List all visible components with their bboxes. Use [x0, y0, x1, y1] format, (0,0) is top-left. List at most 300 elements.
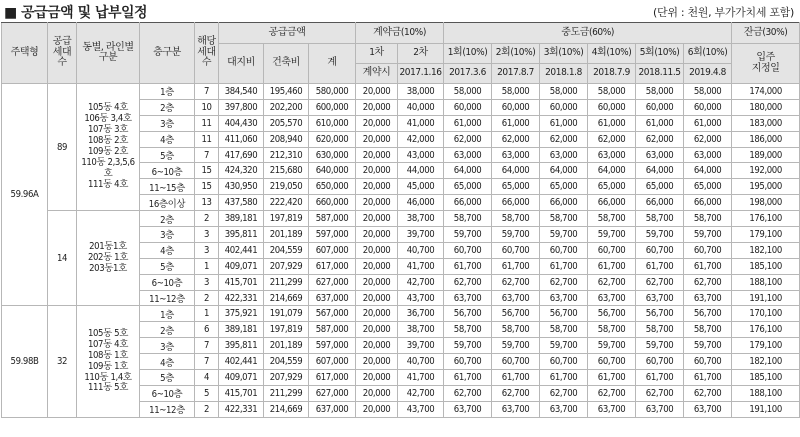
middle-4-cell: 56,700: [588, 306, 636, 322]
middle-5-cell: 62,000: [636, 131, 684, 147]
floor-cell: 6~10층: [140, 163, 195, 179]
land-cell: 409,071: [219, 370, 264, 386]
middle-6-cell: 61,000: [684, 115, 732, 131]
contract-2-cell: 39,700: [398, 338, 444, 354]
middle-6-cell: 61,700: [684, 258, 732, 274]
balance-cell: 185,100: [732, 370, 800, 386]
middle-2-cell: 62,700: [492, 385, 540, 401]
building-cell: 201,189: [264, 338, 309, 354]
middle-6-cell: 63,700: [684, 401, 732, 417]
contract-1-cell: 20,000: [356, 163, 398, 179]
middle-3-cell: 63,700: [540, 401, 588, 417]
count-cell: 11: [195, 115, 219, 131]
middle-1-cell: 65,000: [444, 179, 492, 195]
middle-4-cell: 61,700: [588, 370, 636, 386]
floor-cell: 11~12층: [140, 290, 195, 306]
middle-2-cell: 59,700: [492, 338, 540, 354]
contract-2-cell: 43,700: [398, 290, 444, 306]
building-cell: 195,460: [264, 84, 309, 100]
floor-cell: 3층: [140, 227, 195, 243]
middle-1-cell: 59,700: [444, 338, 492, 354]
contract-2-cell: 41,700: [398, 258, 444, 274]
middle-4-cell: 58,700: [588, 322, 636, 338]
contract-2-cell: 42,700: [398, 274, 444, 290]
contract-2-cell: 38,700: [398, 211, 444, 227]
building-cell: 211,299: [264, 385, 309, 401]
total-cell: 637,000: [309, 290, 356, 306]
total-cell: 640,000: [309, 163, 356, 179]
contract-2-cell: 39,700: [398, 227, 444, 243]
middle-6-cell: 62,000: [684, 131, 732, 147]
land-cell: 417,690: [219, 147, 264, 163]
middle-2-cell: 63,700: [492, 290, 540, 306]
land-cell: 395,811: [219, 338, 264, 354]
middle-2-cell: 65,000: [492, 179, 540, 195]
middle-4-cell: 59,700: [588, 338, 636, 354]
middle-5-cell: 61,000: [636, 115, 684, 131]
price-table: [1, 22, 800, 418]
contract-2-cell: 43,000: [398, 147, 444, 163]
contract-1-cell: 20,000: [356, 99, 398, 115]
land-cell: 424,320: [219, 163, 264, 179]
contract-2-cell: 38,700: [398, 322, 444, 338]
total-cell: 567,000: [309, 306, 356, 322]
floor-cell: 1층: [140, 84, 195, 100]
middle-2-cell: 58,700: [492, 322, 540, 338]
dong-cell: 105동 5호 107동 4호 108동 1호 109동 1호 110동 1,4호 111동 5호: [77, 306, 140, 417]
building-cell: 211,299: [264, 274, 309, 290]
contract-1-cell: 20,000: [356, 385, 398, 401]
middle-1-cell: 63,700: [444, 401, 492, 417]
middle-4-cell: 58,000: [588, 84, 636, 100]
contract-2-cell: 36,700: [398, 306, 444, 322]
middle-4-cell: 60,700: [588, 242, 636, 258]
land-cell: 411,060: [219, 131, 264, 147]
count-cell: 11: [195, 131, 219, 147]
middle-6-cell: 60,700: [684, 242, 732, 258]
contract-1-cell: 20,000: [356, 115, 398, 131]
balance-cell: 183,000: [732, 115, 800, 131]
contract-1-cell: 20,000: [356, 147, 398, 163]
contract-1-cell: 20,000: [356, 258, 398, 274]
header-building: 건축비: [264, 44, 309, 84]
floor-cell: 2층: [140, 322, 195, 338]
header-m6: 6회(10%): [684, 44, 732, 64]
land-cell: 404,430: [219, 115, 264, 131]
middle-3-cell: 66,000: [540, 195, 588, 211]
count-cell: 1: [195, 258, 219, 274]
total-cell: 637,000: [309, 401, 356, 417]
middle-3-cell: 59,700: [540, 227, 588, 243]
middle-2-cell: 62,700: [492, 274, 540, 290]
contract-1-cell: 20,000: [356, 274, 398, 290]
count-cell: 6: [195, 322, 219, 338]
middle-3-cell: 61,000: [540, 115, 588, 131]
count-cell: 7: [195, 84, 219, 100]
balance-cell: 176,100: [732, 322, 800, 338]
balance-cell: 185,100: [732, 258, 800, 274]
count-cell: 5: [195, 385, 219, 401]
building-cell: 191,079: [264, 306, 309, 322]
middle-3-cell: 58,700: [540, 322, 588, 338]
table-row: [2, 84, 800, 100]
units-cell: 32: [48, 306, 77, 417]
balance-cell: 179,100: [732, 227, 800, 243]
header-m4-date: 2018.7.9: [588, 64, 636, 84]
middle-5-cell: 59,700: [636, 338, 684, 354]
header-units: 공급 세대 수: [48, 23, 77, 84]
count-cell: 1: [195, 306, 219, 322]
middle-1-cell: 60,700: [444, 242, 492, 258]
middle-1-cell: 62,700: [444, 274, 492, 290]
floor-cell: 2층: [140, 211, 195, 227]
header-dong: 동별, 라인별 구분: [77, 23, 140, 84]
middle-4-cell: 63,700: [588, 401, 636, 417]
contract-2-cell: 42,000: [398, 131, 444, 147]
middle-5-cell: 56,700: [636, 306, 684, 322]
middle-5-cell: 63,000: [636, 147, 684, 163]
floor-cell: 5층: [140, 258, 195, 274]
middle-4-cell: 61,000: [588, 115, 636, 131]
floor-cell: 6~10층: [140, 274, 195, 290]
building-cell: 208,940: [264, 131, 309, 147]
middle-6-cell: 56,700: [684, 306, 732, 322]
balance-cell: 170,100: [732, 306, 800, 322]
building-cell: 204,559: [264, 242, 309, 258]
middle-6-cell: 65,000: [684, 179, 732, 195]
middle-2-cell: 58,000: [492, 84, 540, 100]
middle-3-cell: 61,700: [540, 370, 588, 386]
header-m2-date: 2017.8.7: [492, 64, 540, 84]
balance-cell: 180,000: [732, 99, 800, 115]
floor-cell: 4층: [140, 242, 195, 258]
middle-3-cell: 65,000: [540, 179, 588, 195]
total-cell: 587,000: [309, 322, 356, 338]
contract-1-cell: 20,000: [356, 211, 398, 227]
total-cell: 607,000: [309, 242, 356, 258]
contract-1-cell: 20,000: [356, 306, 398, 322]
middle-5-cell: 60,700: [636, 242, 684, 258]
middle-6-cell: 66,000: [684, 195, 732, 211]
total-cell: 660,000: [309, 195, 356, 211]
header-middle: 중도금(60%): [444, 23, 732, 44]
middle-5-cell: 61,700: [636, 370, 684, 386]
contract-1-cell: 20,000: [356, 290, 398, 306]
middle-6-cell: 63,000: [684, 147, 732, 163]
middle-6-cell: 60,000: [684, 99, 732, 115]
floor-cell: 5층: [140, 147, 195, 163]
building-cell: 219,050: [264, 179, 309, 195]
middle-3-cell: 62,700: [540, 274, 588, 290]
middle-6-cell: 60,700: [684, 354, 732, 370]
dong-cell: 201동1호 202동 1호 203동1호: [77, 211, 140, 306]
header-count: 해당 세대 수: [195, 23, 219, 84]
middle-1-cell: 60,000: [444, 99, 492, 115]
total-cell: 627,000: [309, 385, 356, 401]
middle-5-cell: 63,700: [636, 401, 684, 417]
middle-3-cell: 60,700: [540, 242, 588, 258]
count-cell: 7: [195, 338, 219, 354]
contract-1-cell: 20,000: [356, 131, 398, 147]
contract-2-cell: 42,700: [398, 385, 444, 401]
header-m3-date: 2018.1.8: [540, 64, 588, 84]
balance-cell: 179,100: [732, 338, 800, 354]
header-m1-date: 2017.3.6: [444, 64, 492, 84]
middle-2-cell: 63,700: [492, 401, 540, 417]
building-cell: 197,819: [264, 211, 309, 227]
balance-cell: 188,100: [732, 274, 800, 290]
header-type: 주택형: [2, 23, 48, 84]
balance-cell: 188,100: [732, 385, 800, 401]
contract-1-cell: 20,000: [356, 242, 398, 258]
middle-4-cell: 63,000: [588, 147, 636, 163]
total-cell: 600,000: [309, 99, 356, 115]
count-cell: 3: [195, 227, 219, 243]
balance-cell: 189,000: [732, 147, 800, 163]
total-cell: 620,000: [309, 131, 356, 147]
building-cell: 207,929: [264, 370, 309, 386]
contract-2-cell: 40,000: [398, 99, 444, 115]
table-body: [2, 84, 800, 418]
count-cell: 15: [195, 179, 219, 195]
header-m2: 2회(10%): [492, 44, 540, 64]
table-row: [2, 211, 800, 227]
middle-1-cell: 61,700: [444, 258, 492, 274]
building-cell: 202,200: [264, 99, 309, 115]
balance-cell: 191,100: [732, 290, 800, 306]
floor-cell: 11~15층: [140, 179, 195, 195]
contract-1-cell: 20,000: [356, 370, 398, 386]
contract-2-cell: 43,700: [398, 401, 444, 417]
total-cell: 617,000: [309, 258, 356, 274]
middle-5-cell: 61,700: [636, 258, 684, 274]
middle-3-cell: 63,700: [540, 290, 588, 306]
balance-cell: 182,100: [732, 242, 800, 258]
floor-cell: 2층: [140, 99, 195, 115]
balance-cell: 195,000: [732, 179, 800, 195]
middle-3-cell: 56,700: [540, 306, 588, 322]
header-c1-date: 계약시: [356, 64, 398, 84]
count-cell: 2: [195, 211, 219, 227]
header-m4: 4회(10%): [588, 44, 636, 64]
header-contract: 계약금(10%): [356, 23, 444, 44]
middle-4-cell: 59,700: [588, 227, 636, 243]
dong-cell: 105동 4호 106동 3,4호 107동 3호 108동 2호 109동 2호 110동 2,3,5,6호 111동 4호: [77, 84, 140, 211]
balance-cell: 192,000: [732, 163, 800, 179]
middle-2-cell: 60,700: [492, 242, 540, 258]
land-cell: 430,950: [219, 179, 264, 195]
type-cell: 59.98B: [2, 306, 48, 417]
middle-4-cell: 58,700: [588, 211, 636, 227]
land-cell: 375,921: [219, 306, 264, 322]
middle-5-cell: 58,700: [636, 322, 684, 338]
header-supply: 공급금액: [219, 23, 356, 44]
middle-1-cell: 60,700: [444, 354, 492, 370]
middle-2-cell: 62,000: [492, 131, 540, 147]
contract-1-cell: 20,000: [356, 195, 398, 211]
middle-1-cell: 58,000: [444, 84, 492, 100]
building-cell: 214,669: [264, 290, 309, 306]
land-cell: 397,800: [219, 99, 264, 115]
contract-1-cell: 20,000: [356, 227, 398, 243]
middle-1-cell: 64,000: [444, 163, 492, 179]
floor-cell: 3층: [140, 338, 195, 354]
middle-6-cell: 59,700: [684, 227, 732, 243]
middle-4-cell: 60,700: [588, 354, 636, 370]
count-cell: 2: [195, 401, 219, 417]
middle-4-cell: 66,000: [588, 195, 636, 211]
header-c1: 1차: [356, 44, 398, 64]
contract-1-cell: 20,000: [356, 84, 398, 100]
middle-3-cell: 59,700: [540, 338, 588, 354]
land-cell: 422,331: [219, 401, 264, 417]
total-cell: 587,000: [309, 211, 356, 227]
contract-2-cell: 41,700: [398, 370, 444, 386]
header-m1: 1회(10%): [444, 44, 492, 64]
land-cell: 389,181: [219, 211, 264, 227]
balance-cell: 186,000: [732, 131, 800, 147]
contract-2-cell: 44,000: [398, 163, 444, 179]
contract-2-cell: 46,000: [398, 195, 444, 211]
total-cell: 650,000: [309, 179, 356, 195]
middle-2-cell: 60,700: [492, 354, 540, 370]
middle-2-cell: 58,700: [492, 211, 540, 227]
middle-3-cell: 62,700: [540, 385, 588, 401]
middle-4-cell: 61,700: [588, 258, 636, 274]
middle-1-cell: 61,700: [444, 370, 492, 386]
building-cell: 222,420: [264, 195, 309, 211]
count-cell: 7: [195, 147, 219, 163]
units-cell: 14: [48, 211, 77, 306]
header-balance: 잔금(30%): [732, 23, 800, 44]
land-cell: 422,331: [219, 290, 264, 306]
middle-3-cell: 61,700: [540, 258, 588, 274]
middle-5-cell: 62,700: [636, 274, 684, 290]
header-floor: 층구분: [140, 23, 195, 84]
middle-2-cell: 60,000: [492, 99, 540, 115]
middle-3-cell: 62,000: [540, 131, 588, 147]
middle-6-cell: 61,700: [684, 370, 732, 386]
contract-1-cell: 20,000: [356, 401, 398, 417]
balance-cell: 198,000: [732, 195, 800, 211]
middle-4-cell: 65,000: [588, 179, 636, 195]
contract-1-cell: 20,000: [356, 179, 398, 195]
middle-2-cell: 63,000: [492, 147, 540, 163]
total-cell: 610,000: [309, 115, 356, 131]
total-cell: 597,000: [309, 338, 356, 354]
contract-1-cell: 20,000: [356, 322, 398, 338]
middle-3-cell: 58,000: [540, 84, 588, 100]
header-c2-date: 2017.1.16: [398, 64, 444, 84]
count-cell: 4: [195, 370, 219, 386]
land-cell: 437,580: [219, 195, 264, 211]
building-cell: 215,680: [264, 163, 309, 179]
table-row: [2, 306, 800, 322]
middle-6-cell: 58,000: [684, 84, 732, 100]
middle-5-cell: 60,700: [636, 354, 684, 370]
floor-cell: 16층이상: [140, 195, 195, 211]
middle-5-cell: 58,000: [636, 84, 684, 100]
header: [0, 0, 800, 22]
middle-1-cell: 61,000: [444, 115, 492, 131]
middle-3-cell: 60,700: [540, 354, 588, 370]
middle-6-cell: 62,700: [684, 385, 732, 401]
building-cell: 197,819: [264, 322, 309, 338]
header-m5: 5회(10%): [636, 44, 684, 64]
middle-4-cell: 62,000: [588, 131, 636, 147]
building-cell: 207,929: [264, 258, 309, 274]
floor-cell: 11~12층: [140, 401, 195, 417]
middle-6-cell: 58,700: [684, 322, 732, 338]
land-cell: 409,071: [219, 258, 264, 274]
unit-note: (단위 : 천원, 부가가치세 포함): [653, 6, 794, 19]
middle-5-cell: 66,000: [636, 195, 684, 211]
count-cell: 7: [195, 354, 219, 370]
land-cell: 389,181: [219, 322, 264, 338]
middle-5-cell: 58,700: [636, 211, 684, 227]
header-m3: 3회(10%): [540, 44, 588, 64]
floor-cell: 5층: [140, 370, 195, 386]
middle-2-cell: 59,700: [492, 227, 540, 243]
floor-cell: 6~10층: [140, 385, 195, 401]
page-title: ■ 공급금액 및 납부일정: [4, 5, 148, 21]
middle-4-cell: 62,700: [588, 385, 636, 401]
building-cell: 212,310: [264, 147, 309, 163]
count-cell: 3: [195, 242, 219, 258]
land-cell: 384,540: [219, 84, 264, 100]
building-cell: 204,559: [264, 354, 309, 370]
contract-2-cell: 41,000: [398, 115, 444, 131]
middle-1-cell: 62,700: [444, 385, 492, 401]
total-cell: 627,000: [309, 274, 356, 290]
middle-2-cell: 66,000: [492, 195, 540, 211]
middle-5-cell: 60,000: [636, 99, 684, 115]
header-total: 계: [309, 44, 356, 84]
total-cell: 617,000: [309, 370, 356, 386]
floor-cell: 1층: [140, 306, 195, 322]
middle-3-cell: 63,000: [540, 147, 588, 163]
floor-cell: 4층: [140, 131, 195, 147]
total-cell: 607,000: [309, 354, 356, 370]
count-cell: 13: [195, 195, 219, 211]
land-cell: 402,441: [219, 354, 264, 370]
middle-5-cell: 62,700: [636, 385, 684, 401]
middle-2-cell: 61,000: [492, 115, 540, 131]
land-cell: 415,701: [219, 274, 264, 290]
middle-1-cell: 58,700: [444, 322, 492, 338]
middle-1-cell: 63,000: [444, 147, 492, 163]
middle-6-cell: 58,700: [684, 211, 732, 227]
middle-5-cell: 64,000: [636, 163, 684, 179]
count-cell: 10: [195, 99, 219, 115]
header-m6-date: 2019.4.8: [684, 64, 732, 84]
floor-cell: 3층: [140, 115, 195, 131]
balance-cell: 182,100: [732, 354, 800, 370]
balance-cell: 174,000: [732, 84, 800, 100]
header-m5-date: 2018.11.5: [636, 64, 684, 84]
units-cell: 89: [48, 84, 77, 211]
middle-5-cell: 63,700: [636, 290, 684, 306]
land-cell: 415,701: [219, 385, 264, 401]
total-cell: 597,000: [309, 227, 356, 243]
middle-2-cell: 61,700: [492, 258, 540, 274]
middle-4-cell: 62,700: [588, 274, 636, 290]
middle-6-cell: 62,700: [684, 274, 732, 290]
middle-6-cell: 63,700: [684, 290, 732, 306]
middle-2-cell: 61,700: [492, 370, 540, 386]
middle-2-cell: 64,000: [492, 163, 540, 179]
middle-4-cell: 63,700: [588, 290, 636, 306]
